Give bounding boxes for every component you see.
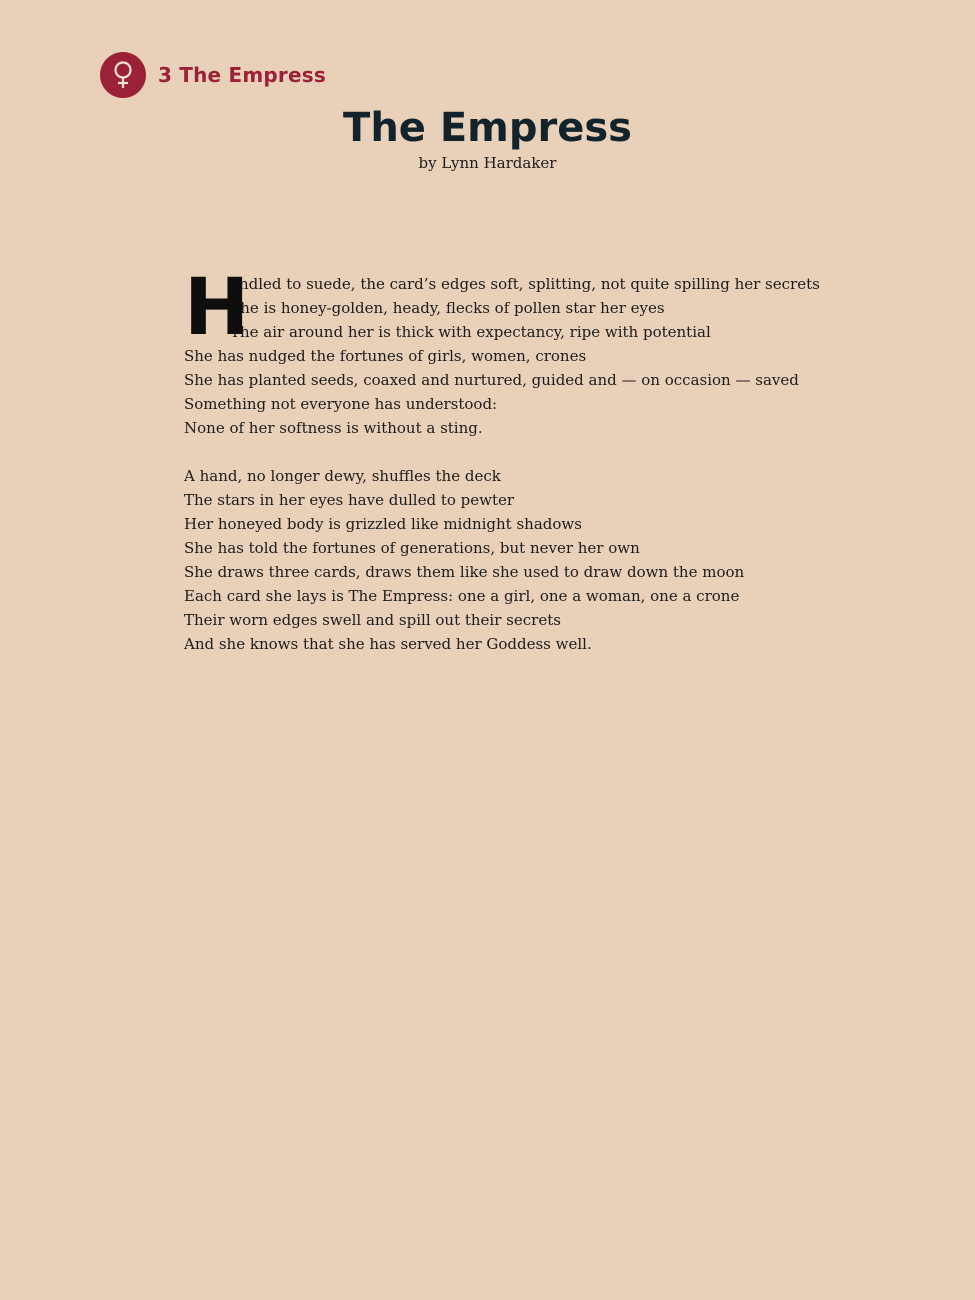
drop-cap: H [184, 263, 248, 353]
poem-body [184, 263, 824, 656]
poem-line: A hand, no longer dewy, shuffles the deck [184, 467, 501, 485]
poem-line: She draws three cards, draws them like she used to draw down the moon [184, 563, 745, 581]
section-label: 3 The Empress [158, 63, 326, 87]
poem-line: andled to suede, the card’s edges soft, splitting, not quite spilling her secrets [230, 275, 820, 293]
byline: by Lynn Hardaker [418, 154, 557, 172]
poem-line: Something not everyone has understood: [184, 395, 498, 413]
poem-line: The stars in her eyes have dulled to pewter [184, 491, 515, 509]
stanza-1 [184, 263, 824, 440]
poem-line: She has nudged the fortunes of girls, women, crones [184, 347, 587, 365]
poem-line: Her honeyed body is grizzled like midnight shadows [184, 515, 582, 533]
poem-line: She has planted seeds, coaxed and nurtured, guided and — on occasion — saved [184, 371, 799, 389]
poem-line: She has told the fortunes of generations, but never her own [184, 539, 640, 557]
poem-line: None of her softness is without a sting. [184, 419, 483, 437]
poem-line: Their worn edges swell and spill out their secrets [184, 611, 561, 629]
venus-symbol-icon [110, 60, 136, 90]
stanza-2 [184, 464, 824, 656]
poem-line: And she knows that she has served her Goddess well. [184, 635, 592, 653]
page-title: The Empress [343, 105, 632, 151]
section-header [100, 52, 326, 98]
poem-line: She is honey-golden, heady, flecks of pollen star her eyes [230, 299, 665, 317]
section-badge [100, 52, 146, 98]
poem-line: Each card she lays is The Empress: one a girl, one a woman, one a crone [184, 587, 740, 605]
poem-line: The air around her is thick with expectancy, ripe with potential [230, 323, 711, 341]
